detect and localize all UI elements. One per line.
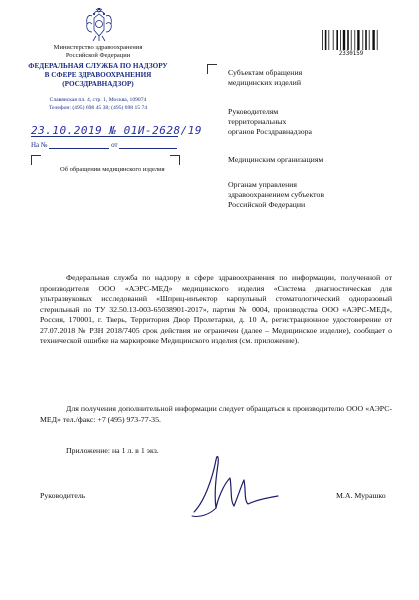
- signatory-name: М.А. Мурашко: [336, 491, 386, 500]
- barcode-bar: [343, 30, 345, 50]
- addressee-line: здравоохранением субъектов: [228, 190, 325, 199]
- ministry-line: Российской Федерации: [65, 52, 131, 59]
- reference-line: [31, 141, 177, 149]
- agency-line: В СФЕРЕ ЗДРАВООХРАНЕНИЯ: [44, 71, 152, 79]
- ministry-line: Министерство здравоохранения: [53, 44, 143, 51]
- addressee-group: [228, 155, 398, 165]
- barcode-bar: [325, 30, 327, 50]
- attachment-note: Приложение: на 1 л. в 1 экз.: [66, 446, 159, 455]
- addressee-line: медицинских изделий: [228, 78, 301, 87]
- handwritten-signature: [186, 450, 281, 522]
- barcode-bar: [369, 30, 370, 50]
- barcode-bar: [354, 30, 355, 50]
- addressee-line: Российской Федерации: [228, 200, 306, 209]
- barcode-bar: [340, 30, 341, 50]
- barcode-bar: [328, 30, 329, 50]
- barcode-number: 2330159: [338, 51, 364, 57]
- letter-subject: Об обращении медицинского изделия: [60, 166, 165, 173]
- outgoing-date-number: 23.10.2019 № 01И-2628/19: [31, 124, 202, 137]
- barcode-bar: [336, 30, 338, 50]
- agency-line: ФЕДЕРАЛЬНАЯ СЛУЖБА ПО НАДЗОРУ: [28, 62, 168, 70]
- barcode-bar: [347, 30, 349, 50]
- agency-address: [18, 97, 178, 112]
- phone-line: Телефон: (495) 698 45 38; (495) 698 15 74: [48, 104, 148, 111]
- body-paragraph: Федеральная служба по надзору в сфере здравоохранения по информации, полученной от производителя ООО «АЭРС-МЕД» медицинского изделия «Система диагностическая для ультразвуковых исследований «Шприц-инъектор карпульный стоматологический одноразовый стерильный по ТУ 32.50.13-003-65038901-2017», партия № 0004, производства ООО «АЭРС-МЕД», Россия, 170001, г. Тверь, Территория Двор Пролетарки, д. 10 А, регистрационное удостоверение от 27.07.2018 № РЗН 2018/7405 срок действия не ограничен (далее – Медицинское изделие), сообщает о технической ошибке на маркировке Медицинского изделия (см. приложение).: [40, 273, 392, 345]
- barcode-bar: [333, 30, 334, 50]
- addressee-line: Медицинским организациям: [228, 155, 324, 164]
- coat-of-arms-icon: [84, 8, 114, 42]
- right-corner-bracket: [170, 155, 180, 165]
- addressee-line: органов Росздравнадзора: [228, 127, 312, 136]
- barcode-bar: [351, 30, 352, 50]
- barcode-bar: [362, 30, 363, 50]
- barcode-bar: [357, 30, 359, 50]
- addressee-line: Руководителям: [228, 107, 279, 116]
- barcode-bar: [365, 30, 367, 50]
- addressee-group: [228, 107, 398, 137]
- addressee-line: Органам управления: [228, 180, 297, 189]
- barcode: [322, 30, 380, 50]
- agency-name: [18, 62, 178, 89]
- addressee-corner-bracket: [207, 64, 217, 74]
- address-line: Славянская пл. 4, стр. 1, Москва, 109074: [49, 97, 147, 103]
- barcode-bar: [322, 30, 323, 50]
- reference-prefix: На №: [31, 141, 48, 149]
- body-paragraph: Для получения дополнительной информации следует обращаться к производителю ООО «АЭРС-МЕД» тел./факс: +7 (495) 973-77-35.: [40, 404, 392, 424]
- addressee-group: [228, 68, 398, 88]
- left-corner-bracket: [31, 155, 41, 165]
- barcode-bar: [377, 30, 378, 50]
- addressee-group: [228, 180, 398, 210]
- reference-from: от: [111, 141, 118, 149]
- addressee-line: территориальных: [228, 117, 287, 126]
- agency-line: (РОСЗДРАВНАДЗОР): [62, 80, 134, 88]
- addressee-line: Субъектам обращения: [228, 68, 303, 77]
- reference-number-blank: [49, 141, 109, 149]
- reference-date-blank: [119, 141, 177, 149]
- barcode-bar: [372, 30, 374, 50]
- date-underline: [31, 136, 178, 137]
- ministry-name: [18, 44, 178, 60]
- signatory-role: Руководитель: [40, 491, 86, 500]
